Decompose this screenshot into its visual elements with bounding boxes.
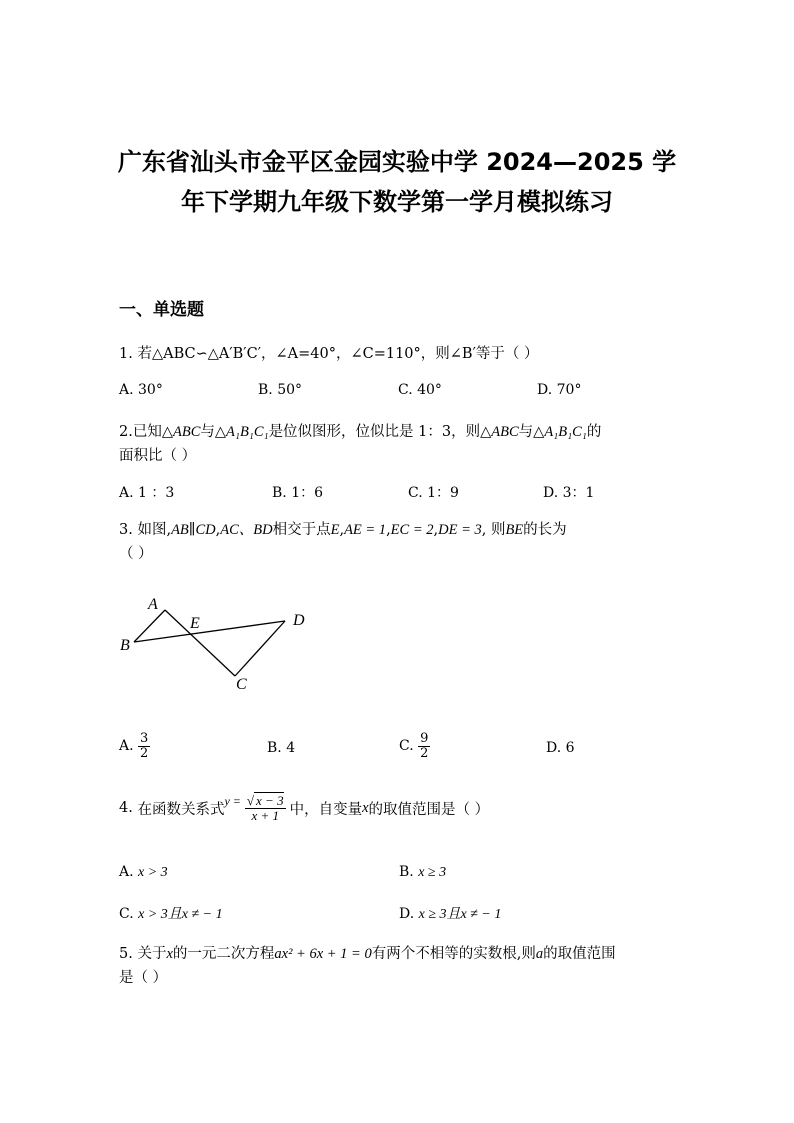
q2-text-3: 是位似图形，位似比是 1：3，则 [268,424,481,440]
q3-option-c-label: C. [399,738,414,755]
q5-equation: ax² + 6x + 1 = 0 [274,946,372,962]
fraction-numerator: 3 [140,731,149,746]
q1-option-d: D. 70° [537,382,582,398]
section-heading: 一、单选题 [119,300,204,320]
q3-math-parallel: AB∥CD [171,522,216,538]
q2-triangle-2: △A₁B₁C₁ [214,424,269,440]
q1-option-c: C. 40° [398,382,442,398]
q4-text-2: 中，自变量 [289,801,363,818]
q2-triangle-4: △A₁B₁C₁ [533,424,587,440]
q4-math-y: y = [224,793,241,808]
q4-option-d-math: x ≥ 3且x ≠ − 1 [418,907,502,922]
q3-text-6: , [433,522,439,538]
q4-option-a-label: A. [119,864,134,880]
q5-text-3: 有两个不相等的实数根,则 [371,946,536,962]
q2-option-d: D. 3：1 [543,485,595,501]
q4-option-c-label: C. [119,906,134,922]
q3-option-b: B. 4 [267,740,296,756]
q3-math-point: E [330,522,340,538]
label-b: B [120,637,130,654]
question-1-text: 1. 若△ABC∽△A′B′C′，∠A=40°，∠C=110°，则∠B′等于（ ） [119,346,539,362]
question-5-line2: 是（ ） [119,970,168,986]
q4-option-a-math: x > 3 [138,865,168,880]
q4-math-x: x [362,799,369,816]
q4-option-b [399,864,446,881]
question-4-text [119,794,489,822]
label-a: A [148,596,158,613]
label-e: E [190,615,200,632]
q3-text-8: 的长为 [523,522,567,538]
q5-text-4: 的取值范围 [543,946,616,962]
question-2-line2: 面积比（ ） [119,448,197,464]
q3-option-c-fraction [418,732,430,760]
q3-option-a-label: A. [119,738,134,755]
q3-number: 3. [119,522,133,538]
fraction-denominator: 2 [420,745,429,761]
q3-option-a [119,732,150,760]
question-3-line2: （ ） [119,546,153,562]
q3-option-c [399,732,430,760]
q4-option-a [119,864,168,881]
q3-option-d: D. 6 [546,740,575,756]
q5-text-2: 的一元二次方程 [172,946,275,962]
q3-text-5: , [386,522,391,538]
q4-text-3: 的取值范围是（ ） [368,801,490,818]
q2-text-1: 已知 [132,424,162,440]
q3-text-1: 如图, [137,522,172,538]
label-c: C [236,676,247,693]
q2-option-b: B. 1：6 [272,485,324,501]
fraction-denominator: 2 [140,745,149,761]
q3-text-2: , [215,522,221,538]
q3-text-4: , [339,522,345,538]
q5-math-x: x [166,946,173,962]
q3-math-de: DE = 3 [438,522,482,538]
question-5-text [119,942,616,963]
question-2-text [119,420,601,441]
q3-option-a-fraction [138,732,150,760]
q3-figure [110,585,330,700]
q4-denominator: x + 1 [245,808,286,823]
q3-text-7: , 则 [481,522,506,538]
q4-radicand: x − 3 [256,793,284,808]
q4-option-b-math: x ≥ 3 [418,865,447,880]
q2-number: 2. [119,424,133,440]
q1-option-b: B. 50° [258,382,303,398]
q2-triangle-3: △ABC [480,424,519,440]
q4-fraction [245,794,286,822]
q5-math-a: a [535,946,544,962]
fraction-numerator: 9 [420,731,429,746]
q2-option-c: C. 1：9 [408,485,459,501]
q2-text-5: 的 [586,424,602,440]
q4-option-c-math: x > 3且x ≠ − 1 [138,907,223,922]
q2-option-a: A. 1 ：3 [119,485,175,501]
q5-text-1: 5. 关于 [119,946,167,962]
q2-text-4: 与 [518,424,534,440]
segment-cd [235,621,285,676]
q4-numerator: √ x − 3 [246,793,284,808]
q4-option-d-label: D. [399,906,415,922]
segment-bd [134,621,285,642]
q1-option-a: A. 30° [119,382,163,398]
q3-math-ec: EC = 2 [390,522,434,538]
document-title-line1: 广东省汕头市金平区金园实验中学 2024—2025 学 [117,148,677,176]
label-d: D [293,612,305,629]
q3-text-3: 相交于点 [272,522,331,538]
q4-option-c [119,903,223,923]
q4-number: 4. [119,800,133,817]
segment-ac [165,610,235,676]
q2-triangle-1: △ABC [161,424,201,440]
q3-math-be: BE [505,522,524,538]
document-title-line2: 年下学期九年级下数学第一学月模拟练习 [181,188,613,216]
q3-math-ae: AE = 1 [344,522,387,538]
q3-math-lines: AC、BD [220,522,273,538]
question-3-text [119,518,567,539]
q2-text-2: 与 [200,424,215,440]
q4-text-1: 在函数关系式 [137,801,225,818]
q4-option-b-label: B. [399,864,414,880]
segment-ab [134,610,165,642]
q4-option-d [399,903,501,923]
